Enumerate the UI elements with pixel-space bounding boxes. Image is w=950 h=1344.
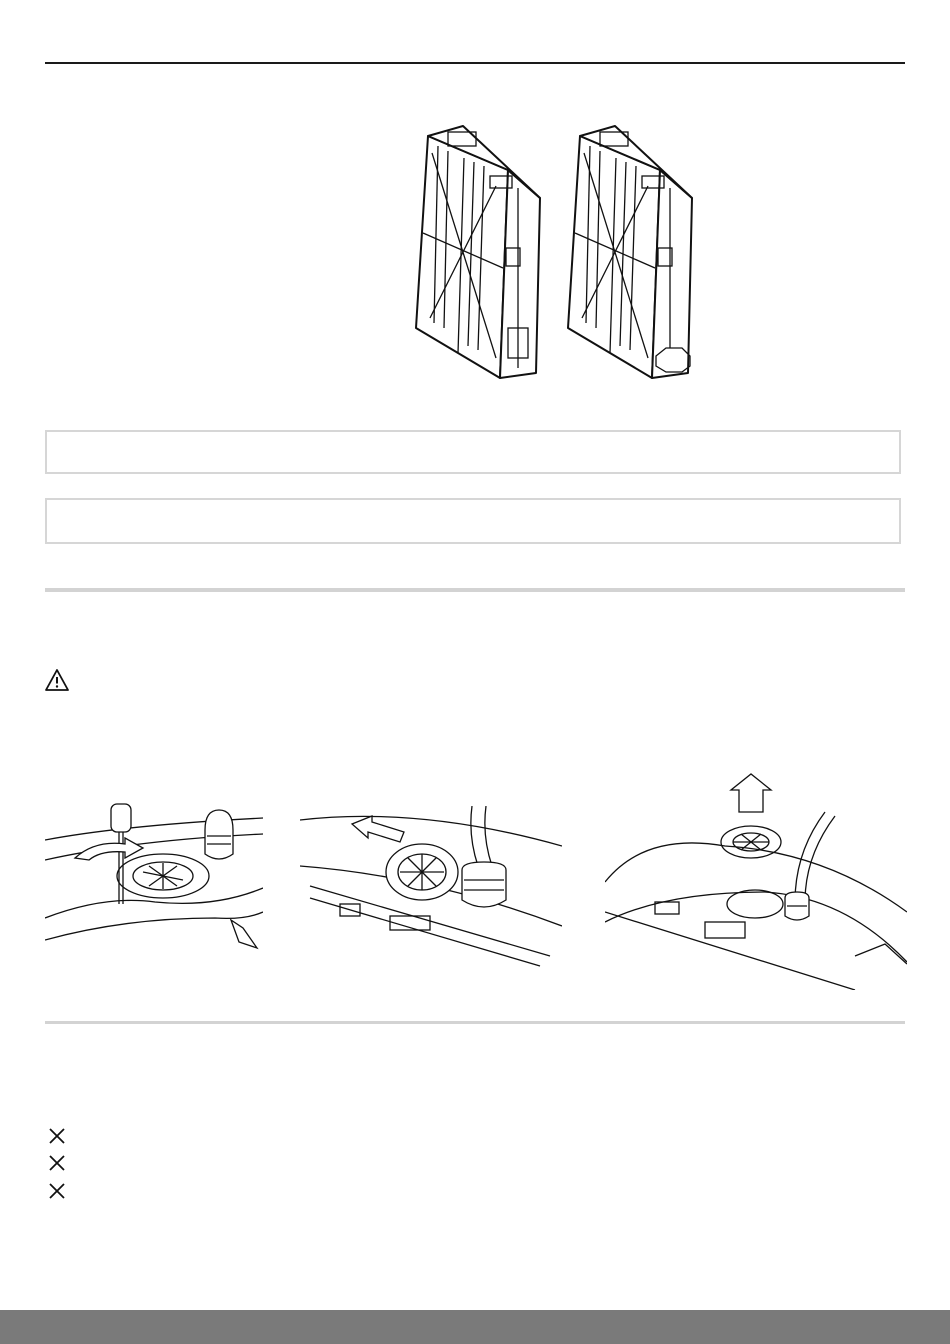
warning-triangle-icon (44, 668, 70, 692)
top-rule (45, 62, 905, 64)
x-icon (46, 1180, 68, 1202)
footer-bar (0, 1310, 950, 1344)
filter-cartridge-left-illustration (408, 118, 553, 386)
step-3-lift-cover-illustration (605, 772, 907, 990)
section-divider-1 (45, 588, 905, 592)
filter-cartridge-right-illustration (560, 118, 705, 386)
info-box-1 (45, 430, 901, 474)
section-divider-2 (45, 1021, 905, 1024)
x-icon (46, 1152, 68, 1174)
step-2-rotate-cover-illustration (300, 806, 562, 968)
step-1-unscrew-illustration (45, 800, 263, 952)
x-icon (46, 1125, 68, 1147)
info-box-2 (45, 498, 901, 544)
